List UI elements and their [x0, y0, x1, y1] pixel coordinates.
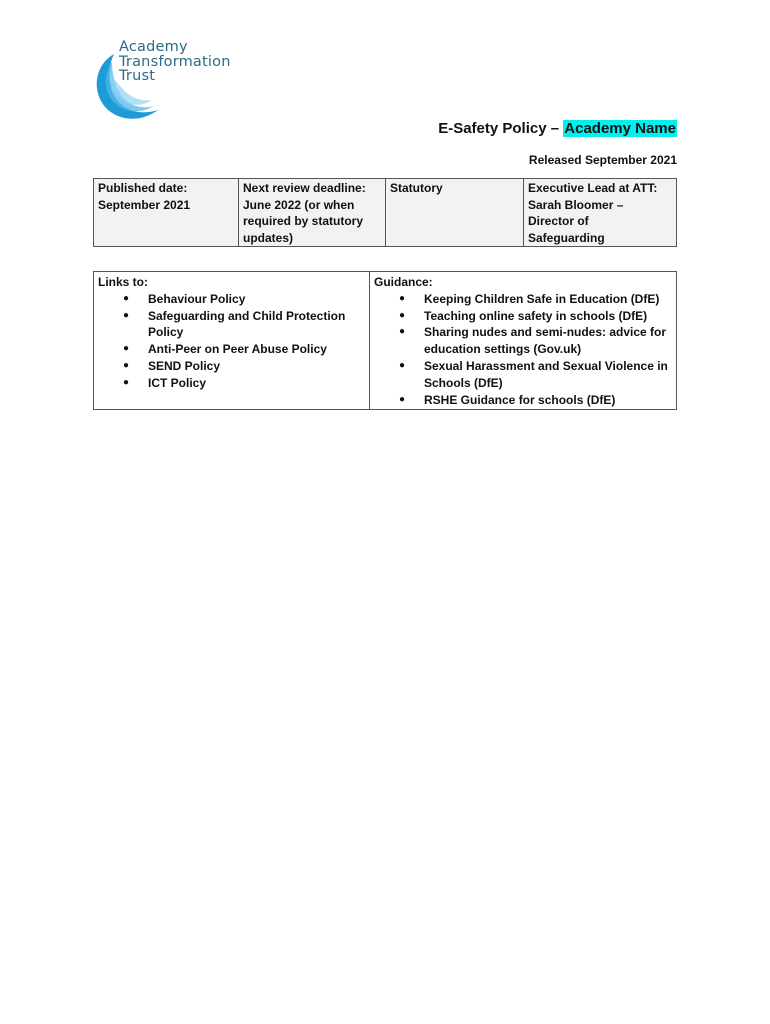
guidance-label: Sexual Harassment and Sexual Violence in Schools (DfE) [424, 358, 668, 390]
bullet-icon: ● [123, 359, 130, 371]
list-item [374, 308, 672, 325]
logo-line-1: Academy [119, 39, 188, 55]
link-label: SEND Policy [148, 358, 221, 373]
published-cell [94, 179, 239, 247]
cell-line: updates) [243, 230, 294, 245]
guidance-label: Keeping Children Safe in Education (DfE) [424, 291, 660, 306]
review-cell [239, 179, 386, 247]
cell-line: September 2021 [98, 197, 191, 212]
bullet-icon: ● [399, 393, 406, 405]
link-label: ICT Policy [148, 375, 207, 390]
list-item [98, 308, 365, 342]
guidance-heading: Guidance: [374, 275, 433, 289]
meta-table [93, 178, 677, 247]
link-label: Safeguarding and Child Protection Policy [148, 308, 346, 340]
links-cell [94, 272, 370, 410]
list-item [98, 341, 365, 358]
guidance-label: Sharing nudes and semi-nudes: advice for education settings (Gov.uk) [424, 325, 667, 357]
logo-line-3: Trust [119, 68, 156, 84]
cell-line: required by statutory [243, 214, 364, 228]
cell-line: Published date: [98, 181, 188, 195]
list-item [374, 291, 672, 308]
title-highlight: Academy Name [564, 120, 676, 137]
list-item [98, 358, 365, 375]
bullet-icon: ● [399, 309, 406, 321]
list-item [374, 392, 672, 409]
bullet-icon: ● [123, 376, 130, 388]
guidance-list [374, 291, 672, 409]
cell-line: Director of [528, 214, 589, 228]
bullet-icon: ● [123, 343, 130, 355]
cell-line: Safeguarding [528, 230, 605, 245]
logo [92, 40, 252, 126]
bullet-icon: ● [399, 292, 406, 304]
cell-line: Executive Lead at ATT: [528, 181, 658, 195]
logo-line-2: Transformation [119, 53, 231, 70]
executive-lead-cell [524, 179, 677, 247]
cell-line: Statutory [390, 181, 443, 195]
guidance-label: RSHE Guidance for schools (DfE) [424, 392, 616, 407]
title-prefix: E-Safety Policy – [438, 120, 564, 137]
released-date: Released September 2021 [528, 153, 677, 167]
logo-text [119, 40, 231, 84]
list-item [374, 324, 672, 358]
statutory-cell [386, 179, 524, 247]
list-item [98, 291, 365, 308]
cell-line: June 2022 (or when [243, 197, 355, 212]
cell-line: Next review deadline: [243, 181, 366, 195]
links-row [94, 272, 677, 410]
link-label: Anti-Peer on Peer Abuse Policy [148, 342, 327, 357]
bullet-icon: ● [399, 326, 406, 338]
list-item [98, 375, 365, 392]
page-title [438, 120, 677, 137]
bullet-icon: ● [123, 309, 130, 321]
guidance-cell [370, 272, 677, 410]
links-heading: Links to: [98, 275, 148, 289]
bullet-icon: ● [123, 292, 130, 304]
guidance-label: Teaching online safety in schools (DfE) [424, 308, 648, 323]
link-label: Behaviour Policy [148, 291, 246, 306]
bullet-icon: ● [399, 359, 406, 371]
links-list [98, 291, 365, 392]
list-item [374, 358, 672, 392]
links-table [93, 271, 677, 410]
meta-row [94, 179, 677, 247]
cell-line: Sarah Bloomer – [528, 197, 624, 212]
